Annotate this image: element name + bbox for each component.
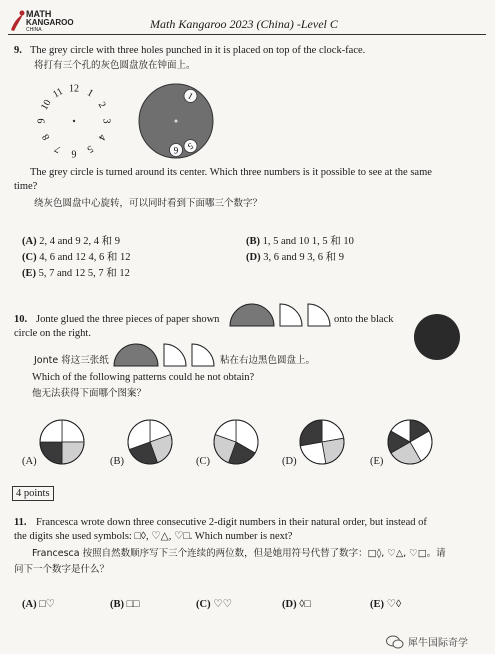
watermark xyxy=(386,633,468,651)
q10-option-c[interactable]: (C) xyxy=(196,456,210,467)
clock-number: 6 xyxy=(71,147,77,159)
q11-text-en-line1: Francesca wrote down three consecutive 2-digit numbers in their natural order, but instead of xyxy=(36,517,427,528)
quarter-piece-1 xyxy=(164,344,186,366)
header-divider xyxy=(8,34,486,35)
clock-number: 12 xyxy=(69,83,79,95)
q10-text-en-a: Jonte glued the three pieces of paper shown xyxy=(36,314,220,325)
q9-option-a[interactable]: (A) 2, 4 and 9 2, 4 和 9 xyxy=(22,236,120,247)
clock-number: 5 xyxy=(85,142,95,155)
q9-option-d[interactable]: (D) 3, 6 and 9 3, 6 和 9 xyxy=(246,252,344,263)
clock-number: 11 xyxy=(51,86,65,101)
logo-text-kangaroo: KANGAROO xyxy=(26,18,74,27)
clock-number: 2 xyxy=(95,100,108,110)
clock-number: 9 xyxy=(36,118,48,124)
q11-option-c[interactable]: (C) ♡♡ xyxy=(196,599,233,610)
watermark-text: 犀牛国际奇学 xyxy=(408,638,468,649)
q10-option-d[interactable]: (D) xyxy=(282,456,297,467)
q11-option-d[interactable]: (D) ◊□ xyxy=(282,599,311,610)
half-circle-piece xyxy=(114,344,158,366)
q11-number: 11. xyxy=(14,517,27,528)
clock-number: 8 xyxy=(40,132,53,142)
q9-text2-zh: 绕灰色圆盘中心旋转，可以同时看到下面哪三个数字？ xyxy=(34,198,263,209)
disc-hole-label: 1 xyxy=(186,90,195,102)
q10-option-e[interactable]: (E) xyxy=(370,456,384,467)
q10-text-en-c: circle on the right. xyxy=(14,328,91,339)
math-kangaroo-logo xyxy=(8,8,88,34)
quarter-piece-2 xyxy=(192,344,214,366)
q11-option-a[interactable]: (A) □♡ xyxy=(22,599,55,610)
section-points-label: 4 points xyxy=(12,486,54,501)
disc-hole-label: 5 xyxy=(186,140,195,152)
q11-option-b[interactable]: (B) □□ xyxy=(110,599,140,610)
pattern-circle xyxy=(388,420,432,464)
clock-number: 3 xyxy=(100,118,112,124)
page-header-title: Math Kangaroo 2023 (China) -Level C xyxy=(150,17,338,31)
disc-hole-label: 6 xyxy=(173,145,179,155)
pattern-circle xyxy=(128,420,172,464)
clock-number: 1 xyxy=(85,87,95,100)
q9-figures xyxy=(22,80,262,164)
q10-question-en: Which of the following patterns could he not obtain? xyxy=(32,372,255,383)
grey-disc xyxy=(139,84,213,158)
q11-option-e[interactable]: (E) ♡◊ xyxy=(370,599,402,610)
clock-face xyxy=(37,84,112,159)
half-circle-piece xyxy=(230,304,274,326)
q10-option-a[interactable]: (A) xyxy=(22,456,37,467)
pattern-circle xyxy=(300,420,344,464)
q10-question-zh: 他无法获得下面哪个图案？ xyxy=(32,388,147,399)
q11-text-zh-line1: Francesca 按照自然数顺序写下三个连续的两位数，但是她用符号代替了数字：□◊, ♡△, ♡□。请 xyxy=(32,548,446,559)
q10-pieces-en xyxy=(228,302,332,328)
q9-option-b[interactable]: (B) 1, 5 and 10 1, 5 和 10 xyxy=(246,236,354,247)
q9-option-e[interactable]: (E) 5, 7 and 12 5, 7 和 12 xyxy=(22,268,130,279)
clock-number: 4 xyxy=(95,132,108,142)
q10-option-b[interactable]: (B) xyxy=(110,456,124,467)
black-circle xyxy=(412,312,462,362)
q10-pieces-zh xyxy=(112,342,216,368)
q9-text-en: The grey circle with three holes punched in it is placed on top of the clock-face. xyxy=(30,45,366,56)
q9-option-c[interactable]: (C) 4, 6 and 12 4, 6 和 12 xyxy=(22,252,131,263)
q9-text2-en-line1: The grey circle is turned around its center. Which three numbers is it possible to see at the same xyxy=(30,167,432,178)
q10-text-zh-b: 粘在右边黑色圆盘上。 xyxy=(220,355,316,366)
q10-text-en-b: onto the black xyxy=(334,314,394,325)
quarter-piece-2 xyxy=(308,304,330,326)
pattern-sector xyxy=(300,420,322,446)
clock-number: 7 xyxy=(53,142,63,155)
kangaroo-logo-icon xyxy=(8,8,26,34)
q10-text-zh-a: Jonte 将这三张纸 xyxy=(34,355,109,366)
q10-option-patterns xyxy=(0,412,495,474)
clock-number: 10 xyxy=(39,97,54,113)
q11-text-zh-line2: 问下一个数字是什么？ xyxy=(14,564,110,575)
q9-number: 9. xyxy=(14,45,22,56)
wechat-icon xyxy=(386,635,404,649)
pattern-circle xyxy=(214,420,258,464)
q9-text2-en-line2: time? xyxy=(14,181,38,192)
logo-text-china: CHINA xyxy=(26,27,42,33)
q11-text-en-line2: the digits she used symbols: □◊, ♡△, ♡□. Which number is next? xyxy=(14,531,293,542)
pattern-circle xyxy=(40,420,84,464)
quarter-piece-1 xyxy=(280,304,302,326)
logo-text-math: MATH xyxy=(26,9,52,19)
q9-text-zh: 将打有三个孔的灰色圆盘放在钟面上。 xyxy=(34,60,196,71)
q10-number: 10. xyxy=(14,314,28,325)
